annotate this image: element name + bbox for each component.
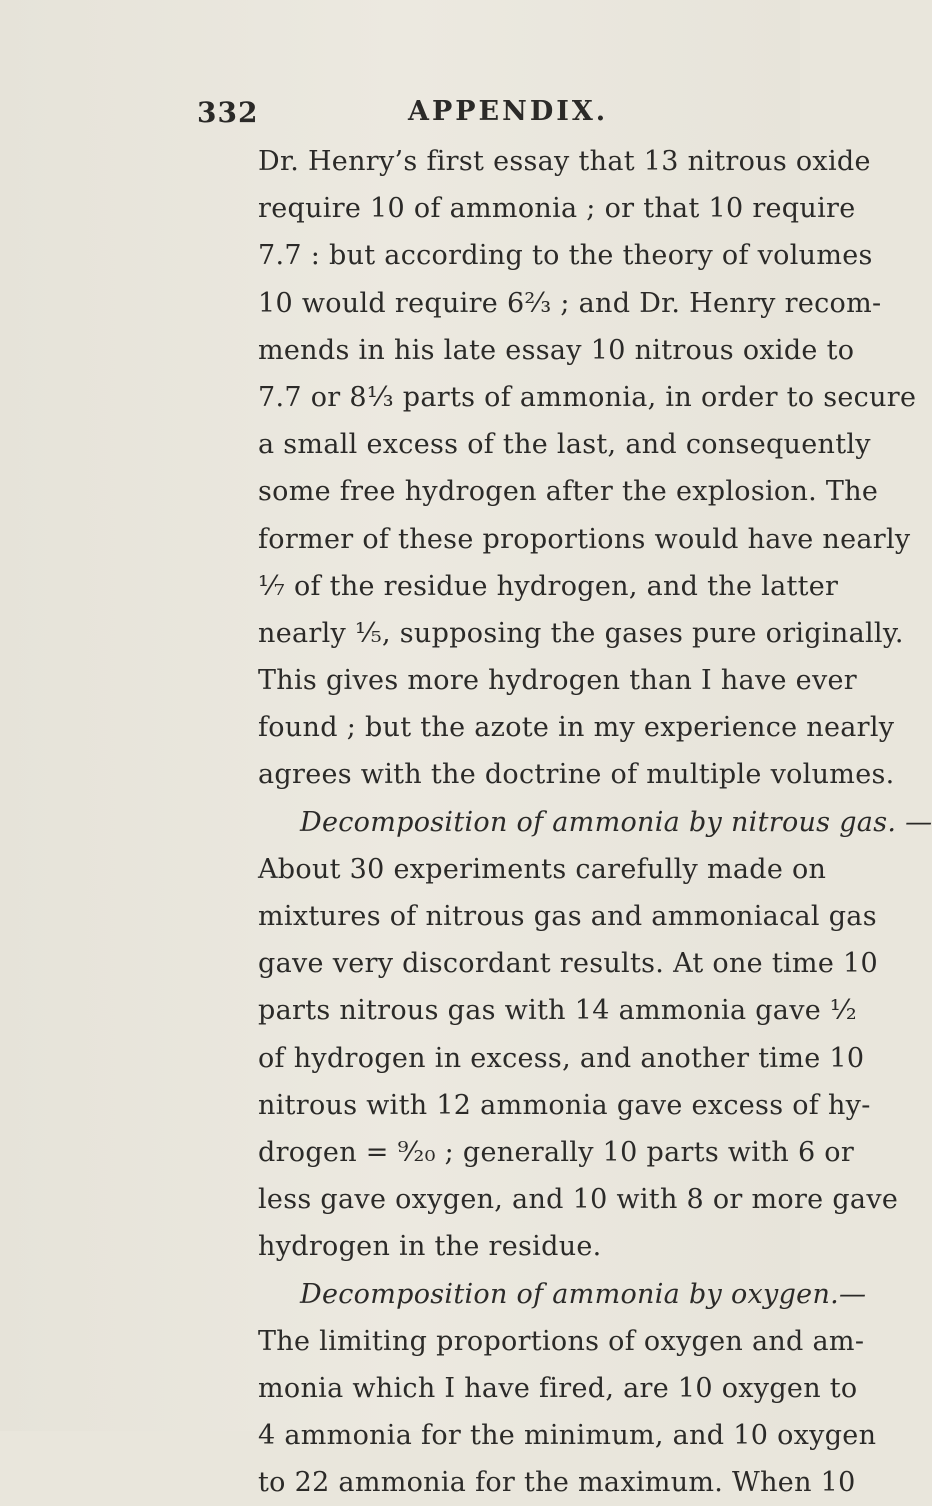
section-heading: Decomposition of ammonia by nitrous gas. — [300, 806, 932, 838]
text-line: ¹⁄₇ of the residue hydrogen, and the latter [258, 570, 839, 602]
text-line: to 22 ammonia for the maximum. When 10 [258, 1467, 856, 1499]
text-line: 7.7 : but according to the theory of volumes [258, 240, 873, 272]
text-line: found ; but the azote in my experience nearly [258, 712, 895, 744]
text-line: of hydrogen in excess, and another time 10 [258, 1042, 865, 1074]
text-line: gave very discordant results. At one time 10 [258, 948, 878, 980]
page-number: 332 [197, 96, 259, 129]
section-heading: Decomposition of ammonia by oxygen.— [300, 1278, 867, 1310]
text-line: 10 would require 6²⁄₃ ; and Dr. Henry recom- [258, 287, 882, 319]
text-line: less gave oxygen, and 10 with 8 or more gave [258, 1184, 899, 1216]
running-title: APPENDIX. [408, 96, 609, 127]
text-line: This gives more hydrogen than I have ever [258, 665, 857, 697]
text-line: 4 ammonia for the minimum, and 10 oxygen [258, 1420, 877, 1452]
text-line: require 10 of ammonia ; or that 10 require [258, 193, 856, 225]
running-head [197, 96, 797, 136]
text-line: Dr. Henry’s first essay that 13 nitrous oxide [258, 146, 871, 177]
body-text [258, 138, 932, 1506]
text-line: The limiting proportions of oxygen and am- [258, 1325, 865, 1357]
text-line: some free hydrogen after the explosion. The [258, 476, 879, 508]
text-line: mends in his late essay 10 nitrous oxide to [258, 334, 855, 366]
text-line: drogen = ⁹⁄₂₀ ; generally 10 parts with 6 or [258, 1136, 855, 1168]
text-line: nitrous with 12 ammonia gave excess of hy- [258, 1089, 871, 1121]
text-line: hydrogen in the residue. [258, 1231, 602, 1263]
text-line: parts nitrous gas with 14 ammonia gave ¹⁄₂ [258, 995, 857, 1027]
text-line: monia which I have fired, are 10 oxygen to [258, 1372, 858, 1404]
text-line: About 30 experiments carefully made on [258, 853, 827, 885]
text-line: nearly ¹⁄₅, supposing the gases pure originally. [258, 617, 904, 649]
text-line: former of these proportions would have nearly [258, 523, 911, 555]
text-line: mixtures of nitrous gas and ammoniacal gas [258, 901, 877, 932]
text-line: a small excess of the last, and consequently [258, 429, 871, 461]
text-line: 7.7 or 8¹⁄₃ parts of ammonia, in order to secure [258, 381, 917, 413]
text-line: agrees with the doctrine of multiple volumes. [258, 759, 895, 791]
